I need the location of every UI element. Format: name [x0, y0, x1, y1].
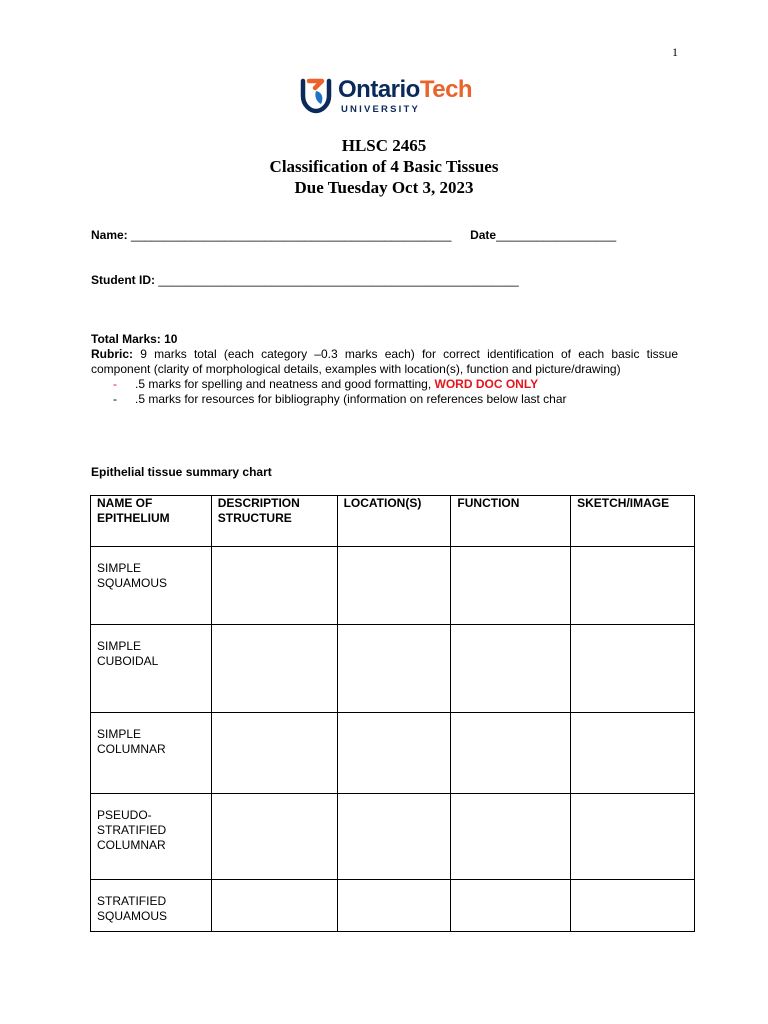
course-code: HLSC 2465	[341, 136, 427, 155]
ontario-tech-shield-icon	[300, 78, 332, 114]
description-cell[interactable]	[211, 547, 337, 625]
description-cell[interactable]	[211, 794, 337, 880]
date-label: Date	[470, 228, 497, 242]
assignment-title: Classification of 4 Basic Tissues	[269, 157, 499, 176]
table-row	[91, 794, 695, 880]
column-header: LOCATION(S)	[337, 496, 451, 547]
location-cell[interactable]	[337, 880, 451, 932]
table-row	[91, 880, 695, 932]
name-date-row	[91, 228, 616, 242]
logo-subtitle: UNIVERSITY	[341, 104, 421, 115]
function-cell[interactable]	[451, 625, 571, 713]
page-number: 1	[672, 45, 678, 59]
epithelium-name-cell: SIMPLE SQUAMOUS	[91, 547, 212, 625]
student-id-row	[91, 273, 519, 287]
epithelium-name-cell: STRATIFIED SQUAMOUS	[91, 880, 212, 932]
location-cell[interactable]	[337, 625, 451, 713]
function-cell[interactable]	[451, 794, 571, 880]
sketch-cell[interactable]	[571, 794, 695, 880]
sketch-cell[interactable]	[571, 880, 695, 932]
name-field[interactable]: ________________________________________________	[127, 228, 452, 242]
location-cell[interactable]	[337, 794, 451, 880]
logo-wordmark: OntarioTech	[338, 76, 473, 103]
table-row	[91, 547, 695, 625]
location-cell[interactable]	[337, 547, 451, 625]
student-id-label: Student ID:	[91, 273, 155, 287]
university-logo	[300, 78, 472, 115]
description-cell[interactable]	[211, 880, 337, 932]
column-header: FUNCTION	[451, 496, 571, 547]
name-label: Name:	[91, 228, 128, 242]
function-cell[interactable]	[451, 547, 571, 625]
document-header	[0, 135, 768, 198]
list-item: - .5 marks for resources for bibliography (information on references below last char	[113, 392, 567, 406]
column-header: SKETCH/IMAGE	[571, 496, 695, 547]
marks-section	[91, 332, 678, 407]
epithelium-name-cell: SIMPLE COLUMNAR	[91, 713, 212, 794]
column-header: NAME OF EPITHELIUM	[91, 496, 212, 547]
sketch-cell[interactable]	[571, 547, 695, 625]
rubric-bullets	[91, 377, 678, 407]
description-cell[interactable]	[211, 713, 337, 794]
due-date: Due Tuesday Oct 3, 2023	[294, 178, 474, 197]
table-row	[91, 713, 695, 794]
sketch-cell[interactable]	[571, 625, 695, 713]
location-cell[interactable]	[337, 713, 451, 794]
chart-title: Epithelial tissue summary chart	[91, 465, 272, 479]
total-marks: Total Marks: 10	[91, 332, 178, 346]
student-id-field[interactable]: ______________________________________________________	[155, 273, 519, 287]
sketch-cell[interactable]	[571, 713, 695, 794]
table-row	[91, 625, 695, 713]
rubric-text: 9 marks total (each category –0.3 marks each) for correct identification of each basic tissue component (clarity of morphological details, examples with location(s), function and picture/drawing)	[91, 347, 678, 376]
epithelium-name-cell: PSEUDO- STRATIFIED COLUMNAR	[91, 794, 212, 880]
rubric-label: Rubric:	[91, 347, 133, 361]
rubric-paragraph	[91, 347, 678, 377]
column-header: DESCRIPTION STRUCTURE	[211, 496, 337, 547]
table-header-row	[91, 496, 695, 547]
function-cell[interactable]	[451, 880, 571, 932]
description-cell[interactable]	[211, 625, 337, 713]
epithelium-name-cell: SIMPLE CUBOIDAL	[91, 625, 212, 713]
word-doc-only-note: WORD DOC ONLY	[434, 377, 539, 391]
date-field[interactable]: __________________	[496, 228, 617, 242]
list-item: - .5 marks for spelling and neatness and good formatting, WORD DOC ONLY	[113, 377, 539, 391]
function-cell[interactable]	[451, 713, 571, 794]
epithelial-summary-table	[90, 495, 695, 932]
